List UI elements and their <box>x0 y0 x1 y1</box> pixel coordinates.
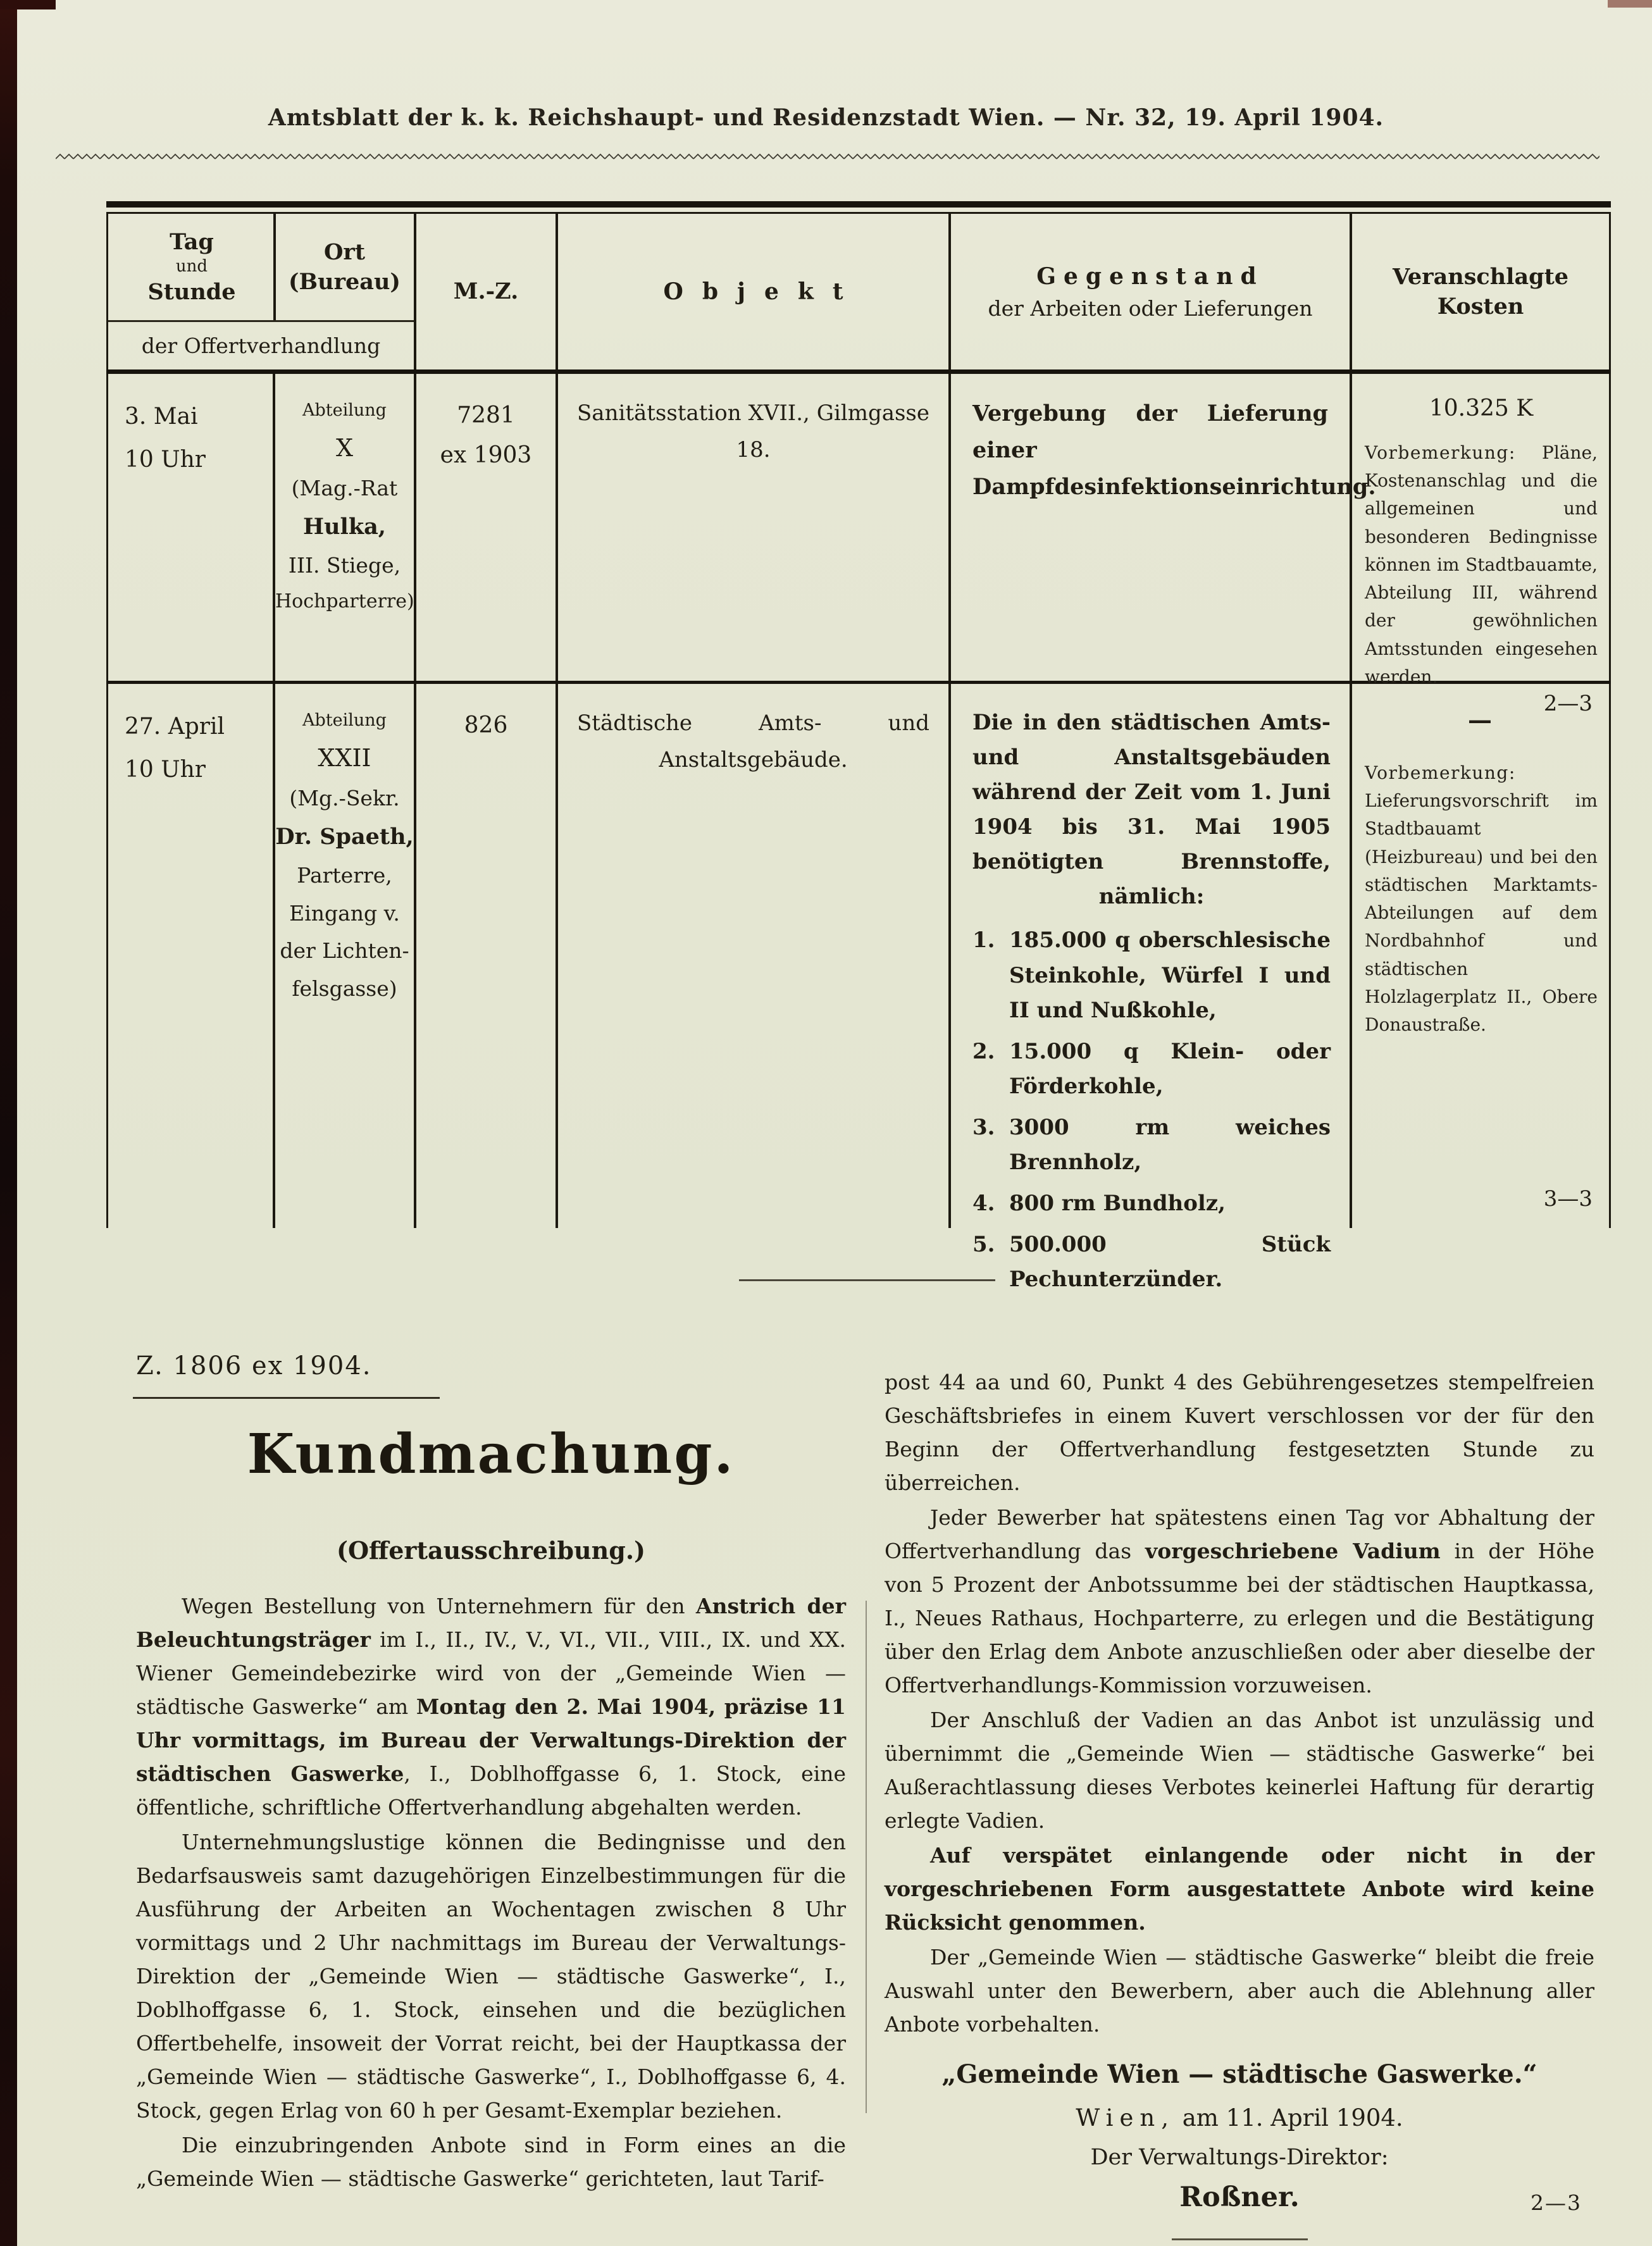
cell-kosten <box>1352 684 1609 1228</box>
insertion-footnote: 2—3 <box>1543 691 1593 717</box>
kosten-amount: 10.325 K <box>1429 395 1534 421</box>
header-offertverhandlung: der Offertverhandlung <box>141 333 381 358</box>
cell-mz: 7281 ex 1903 <box>416 374 558 681</box>
reference-underline <box>133 1397 440 1399</box>
list-item: 3. 3000 rm weiches Brennholz, <box>972 1114 1331 1175</box>
section-divider-rule <box>739 1279 995 1281</box>
announcement-subtitle: (Offertausschreibung.) <box>336 1536 646 1565</box>
signature-end-rule <box>1172 2238 1308 2240</box>
list-item: 1. 185.000 q oberschlesische Steinkohle, Würfel I und II und Nußkohle, <box>972 928 1331 1023</box>
list-item: 4. 800 rm Bundholz, <box>972 1191 1226 1217</box>
paragraph: Der „Gemeinde Wien — städtische Gaswerke“ bleibt die freie Auswahl unter den Bewerbern, aber auch die Ablehnung aller Anbote vorbehalten. <box>885 1945 1594 2037</box>
announcement-column-right <box>885 1365 1594 2240</box>
signature-place-date: Wien, am 11. April 1904. <box>1076 2104 1403 2131</box>
cell-mz: 826 <box>416 684 558 1228</box>
cell-ort: Abteilung XXII (Mg.-Sekr. Dr. Spaeth, Parterre, Eingang v. der Lichten- felsgasse) <box>275 684 416 1228</box>
cell-date: 27. April 10 Uhr <box>108 684 275 1228</box>
kosten-note: Vorbemerkung: Lieferungsvorschrift im Stadtbauamt (Heizbureau) und bei den städtischen Marktamts-Abteilungen auf dem Nordbahnhof und städtischen Holzlagerplatz II., Obere Donaustraße. <box>1365 762 1598 1036</box>
kosten-note: Vorbemerkung: Pläne, Kostenanschlag und die allgemeinen und besonderen Bedingnisse können im Stadtbauamte, Abteilung III, während der gewöhnlichen Amtsstunden eingesehen werden. <box>1365 442 1598 687</box>
header-day-place <box>108 214 416 369</box>
announcement-title: Kundmachung. <box>247 1422 735 1486</box>
header-col-mz: M.-Z. <box>416 214 558 369</box>
scan-corner-mark-top-right <box>1608 0 1652 8</box>
signature-role: Der Verwaltungs-Direktor: <box>1090 2145 1389 2170</box>
cell-objekt: Sanitätsstation XVII., Gilmgasse 18. <box>558 374 951 681</box>
header-col-ort-bureau: Ort (Bureau) <box>289 239 401 295</box>
scan-edge-strip <box>0 0 17 2246</box>
kosten-dash: — <box>1468 705 1494 734</box>
gegenstand-intro: Die in den städtischen Amts- und Anstaltsgebäuden während der Zeit vom 1. Juni 1904 bis 31. Mai 1905 benötigten Brennstoffe, nämlich: <box>972 710 1331 910</box>
scan-corner-mark-top-left <box>0 0 56 9</box>
cell-gegenstand <box>951 684 1352 1293</box>
masthead-title: Amtsblatt der k. k. Reichshaupt- und Residenzstadt Wien. — Nr. 32, 19. April 1904. <box>268 104 1384 131</box>
header-inner-divider <box>273 214 276 320</box>
paragraph: Unternehmungslustige können die Bedingnisse und den Bedarfsausweis samt dazugehörigen Einzelbestimmungen für die Ausführung der Arbeiten an Wochentagen zwischen 8 Uhr vormittags und 2 Uhr nachmittags im Bureau der Verwaltungs-Direktion der „Gemeinde Wien — städtische Gaswerke“, I., Doblhoffgasse 6, 1. Stock, einsehen und die bezüglichen Offertbehelfe, insoweit der Vorrat reicht, bei der Hauptkassa der „Gemeinde Wien — städtische Gaswerke“, I., Doblhoffgasse 6, 4. Stock, gegen Erlag von 60 h per Gesamt-Exemplar beziehen. <box>136 1830 846 2123</box>
cell-ort: Abteilung X (Mag.-Rat Hulka, III. Stiege, Hochparterre) <box>275 374 416 681</box>
tenders-table <box>106 201 1611 1293</box>
paragraph: Wegen Bestellung von Unternehmern für den Anstrich der Beleuchtungsträger im I., II., IV., V., VI., VII., VIII., IX. und XX. Wiener Gemeindebezirke wird von der „Gemeinde Wien — städtische Gaswerke“ am Montag den 2. Mai 1904, präzise 11 Uhr vormittags, im Bureau der Verwaltungs-Direktion der städtischen Gaswerke, I., Doblhoffgasse 6, 1. Stock, eine öffentliche, schriftliche Offertverhandlung abgehalten werden. <box>136 1594 846 1820</box>
paragraph: post 44 aa und 60, Punkt 4 des Gebührengesetzes stempelfreien Geschäftsbriefes in einem Kuvert verschlossen vor der für den Beginn der Offertverhandlung festgesetzten Stunde zu überreichen. <box>885 1370 1594 1495</box>
cell-date: 3. Mai 10 Uhr <box>108 374 275 681</box>
cell-kosten <box>1352 374 1609 717</box>
announcement-column-left <box>136 1589 846 2197</box>
insertion-footnote: 2—3 <box>1531 2190 1582 2215</box>
paragraph: Die einzubringenden Anbote sind in Form eines an die „Gemeinde Wien — städtische Gaswerke“ gerichteten, laut Tarif- <box>136 2133 846 2191</box>
column-divider-rule <box>866 1601 867 2113</box>
reference-number: Z. 1806 ex 1904. <box>136 1351 372 1380</box>
table-header-bottom-rule <box>106 369 1611 374</box>
table-row <box>106 684 1611 1293</box>
header-col-tag-stunde: Tag und Stunde <box>147 229 236 305</box>
list-item: 2. 15.000 q Klein- oder Förderkohle, <box>972 1038 1331 1099</box>
header-col-gegenstand: Gegenstand der Arbeiten oder Lieferungen <box>951 214 1352 369</box>
paragraph: Jeder Bewerber hat spätestens einen Tag vor Abhaltung der Offertverhandlung das vorgeschriebene Vadium in der Höhe von 5 Prozent der Anbotssumme bei der städtischen Hauptkassa, I., Neues Rathaus, Hochparterre, zu erlegen und die Bestätigung über den Erlag dem Anbote anzuschließen oder aber dieselbe der Offertverhandlungs-Kommission vorzuweisen. <box>885 1505 1595 1697</box>
header-col-kosten: Veranschlagte Kosten <box>1392 263 1569 320</box>
table-row <box>106 374 1611 717</box>
cell-gegenstand: Vergebung der Lieferung einer Dampfdesinfektionseinrichtung. <box>951 374 1352 681</box>
zigzag-rule <box>56 152 1599 164</box>
table-header-row <box>106 214 1611 369</box>
table-top-rule-thick <box>106 201 1611 208</box>
paragraph-emphasis: Auf verspätet einlangende oder nicht in der vorgeschriebenen Form ausgestattete Anbote wird keine Rücksicht genommen. <box>885 1843 1594 1935</box>
paragraph: Der Anschluß der Vadien an das Anbot ist unzulässig und übernimmt die „Gemeinde Wien — städtische Gaswerke“ bei Außerachtlassung dieses Verbotes keinerlei Haftung für derartig erlegte Vadien. <box>885 1708 1594 1833</box>
list-item: 5. 500.000 Stück Pechunterzünder. <box>972 1232 1331 1293</box>
insertion-footnote: 3—3 <box>1543 1186 1593 1212</box>
signature-organization: „Gemeinde Wien — städtische Gaswerke.“ <box>941 2059 1537 2089</box>
cell-objekt: Städtische Amts- und Anstaltsgebäude. <box>558 684 951 1228</box>
header-col-objekt: Objekt <box>558 214 951 369</box>
signature-name: Roßner. 2—3 <box>885 2181 1594 2214</box>
